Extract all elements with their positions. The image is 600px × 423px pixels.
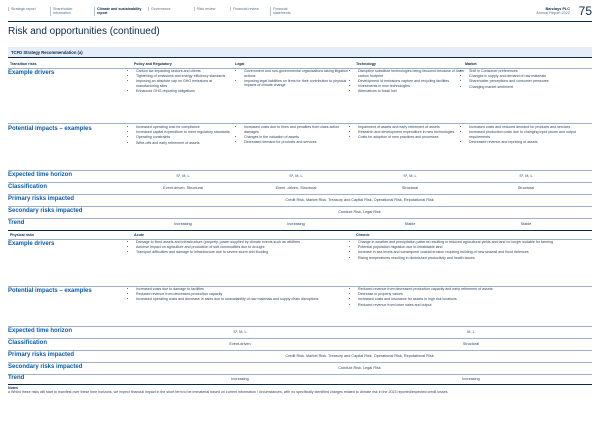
- transition-horizon-technology: S¹, M, L: [403, 174, 417, 178]
- transition-horizon-market: S¹, M, L: [519, 174, 533, 178]
- transition-impacts-legal: [240, 125, 352, 145]
- list-item: • Reduced revenue from decreased production capacity: [136, 292, 348, 297]
- legal-header: Legal: [235, 62, 245, 66]
- transition-impacts-technology: [354, 125, 466, 141]
- physical-trend-acute: Increasing: [231, 377, 249, 381]
- transition-classification-technology: Structural: [401, 186, 419, 190]
- brand-subtitle: Annual Report 2022: [536, 11, 570, 16]
- list-item: • Increased operating cost for compliance: [136, 125, 234, 130]
- section-rule: [8, 384, 592, 385]
- list-item: • Alternatives to fossil fuel: [358, 89, 466, 94]
- acute-header: Acute: [134, 233, 144, 237]
- list-item: • Decreased revenue and repricing of assets: [469, 140, 587, 145]
- nav-tab-shareholder-information[interactable]: Shareholder information: [50, 7, 91, 16]
- transition-impacts-policy: [132, 125, 234, 146]
- physical-impacts-acute: [132, 287, 348, 303]
- nav-tab-financial-review[interactable]: Financial review: [230, 7, 261, 11]
- list-item: • Research and development expenditure in new technologies: [358, 130, 466, 135]
- header-rule: [8, 21, 592, 22]
- page-number: 75: [578, 4, 592, 18]
- page-title: Risk and opportunities (continued): [8, 26, 160, 37]
- list-item: • Reduced revenue from lower sales and output: [358, 303, 588, 308]
- transition-primary-risks: Credit Risk, Market Risk, Treasury and Capital Risk, Operational Risk, Reputational Risk: [285, 198, 434, 202]
- list-item: • Adverse impact on agriculture and production of soft commodities due to drought: [136, 245, 348, 250]
- list-item: • Damage to fixed assets and infrastructure (property, power supplied by climate events such as wildfires: [136, 240, 348, 245]
- nav-tab-risk-review[interactable]: Risk review: [194, 7, 219, 11]
- physical-impacts-chronic: [354, 287, 588, 308]
- physical-trend-chronic: Increasing: [462, 377, 480, 381]
- transition-example-policy: [132, 69, 234, 94]
- list-item: • Write-offs and early retirement of assets: [136, 141, 234, 146]
- list-item: • Costs for adoption of new practices and processes: [358, 135, 466, 140]
- physical-primary-label: Primary risks impacted: [8, 352, 75, 358]
- list-item: • Imposing an absolute cap on GHG emissions at manufacturing sites: [136, 79, 234, 88]
- list-item: • Changes in supply and demand of raw materials: [469, 74, 587, 79]
- list-item: • Impairment of assets and early retirement of assets: [358, 125, 466, 130]
- transition-impacts-market: [465, 125, 587, 145]
- list-item: • Shareholder perceptions and consumer pressures: [469, 79, 587, 84]
- brand-block: [536, 7, 570, 16]
- transition-trend-legal: Increasing: [287, 222, 305, 226]
- transition-trend-technology: Stable: [404, 222, 416, 226]
- list-item: • Changing market sentiment: [469, 85, 587, 90]
- chronic-header: Chronic: [356, 233, 370, 237]
- list-item: • Operating constraints: [136, 135, 234, 140]
- policy-regulatory-header: Policy and Regulatory: [134, 62, 172, 66]
- transition-trend-policy: Increasing: [174, 222, 192, 226]
- physical-horizon-label: Expected time horizon: [8, 328, 73, 334]
- list-item: • Change in weather and precipitation patterns resulting in reduced agricultural yields and land no longer suitable for farming: [358, 240, 588, 245]
- transition-horizon-label: Expected time horizon: [8, 172, 73, 178]
- physical-horizon-chronic: M, L: [467, 330, 475, 334]
- physical-risks-header: Physical risks: [10, 233, 34, 237]
- transition-trend-market: Stable: [520, 222, 532, 226]
- nav-tab-financial-statements[interactable]: Financial statements: [270, 7, 305, 16]
- list-item: • Enhanced GHG-reporting obligations: [136, 89, 234, 94]
- nav-tab-climate-sustainability[interactable]: Climate and sustainability report: [94, 7, 145, 16]
- nav-tab-strategic-report[interactable]: Strategic report: [8, 7, 49, 11]
- list-item: • Changes in the valuation of assets: [244, 135, 352, 140]
- list-item: • Carbon tax impacting sectors and clients: [136, 69, 234, 74]
- transition-horizon-policy: S¹, M, L: [176, 174, 190, 178]
- list-item: • Increase in sea levels and consequent coastal erosion requiring building of new seawall and flood defences: [358, 250, 588, 255]
- transition-trend-label: Trend: [8, 220, 25, 226]
- transition-classification-legal: Event -driven, Structural: [275, 186, 317, 190]
- transition-example-market: [465, 69, 587, 90]
- transition-secondary-label: Secondary risks impacted: [8, 208, 83, 214]
- transition-classification-label: Classification: [8, 184, 48, 190]
- list-item: • Increased costs due to fines and penalties from class action damages: [244, 125, 352, 134]
- physical-horizon-acute: S¹, M, L: [233, 330, 247, 334]
- technology-header: Technology: [356, 62, 376, 66]
- list-item: • Increased costs and insurance for assets in high risk locations: [358, 297, 588, 302]
- market-header: Market: [465, 62, 477, 66]
- transition-example-legal: [240, 69, 352, 89]
- list-item: • Tightening of emissions and energy efficiency standards: [136, 74, 234, 79]
- nav-tab-governance[interactable]: Governance: [148, 7, 185, 11]
- transition-example-technology: [354, 69, 466, 94]
- list-item: • Increased costs and reduced demand for products and services: [469, 125, 587, 130]
- physical-example-chronic: [354, 240, 588, 261]
- list-item: • Imposing legal liabilities on firms for their contribution to physical impacts of climate change: [244, 79, 352, 88]
- list-item: • Shift in Consumer preferences: [469, 69, 587, 74]
- physical-classification-label: Classification: [8, 340, 48, 346]
- physical-classification-chronic: Structural: [462, 342, 480, 346]
- brand-name: Barclays PLC: [545, 7, 570, 11]
- physical-impacts-label: Potential impacts – examples: [8, 288, 92, 294]
- list-item: • Disruptive substitute technologies being favoured because of lower carbon footprint: [358, 69, 466, 78]
- transition-impacts-label: Potential impacts – examples: [8, 126, 92, 132]
- physical-trend-label: Trend: [8, 375, 25, 381]
- transition-classification-market: Structural: [517, 186, 535, 190]
- recommendation-label: TCFD Strategy Recommendation (a): [11, 49, 83, 55]
- list-item: • Increased costs due to damage to facilities: [136, 287, 348, 292]
- physical-example-acute: [132, 240, 348, 256]
- notes-text: a Whilst these risks will start to manifest over these time horizons, we expect financial impact in the short term to be immaterial based on current information / circumstances, with no specifically identified charges related to climate risk in the 2023 reported/expected credit losses.: [8, 390, 449, 394]
- transition-risks-header: Transition risks: [10, 62, 37, 66]
- recommendation-bar: [8, 47, 592, 58]
- section-rule: [8, 230, 592, 231]
- transition-secondary-risks: Conduct Risk, Legal Risk: [338, 210, 381, 214]
- physical-classification-acute: Event-driven: [229, 342, 251, 346]
- list-item: • Potential population migration due to inhabitable land: [358, 245, 588, 250]
- list-item: • Transport difficulties and damage to infrastructure due to severe storm and flooding: [136, 250, 348, 255]
- list-item: • Increased production costs due to changing input prices and output requirements: [469, 130, 587, 139]
- notes-heading: Notes: [8, 386, 18, 390]
- transition-classification-policy: Event-driven, Structural: [163, 186, 203, 190]
- list-item: • Development of emissions capture and recycling facilities: [358, 79, 466, 84]
- list-item: • Decreased demand for products and services: [244, 140, 352, 145]
- list-item: • Investments in new technologies: [358, 84, 466, 89]
- list-item: • Rising temperatures resulting in diminished productivity and health issues: [358, 256, 588, 261]
- list-item: • Increased capital expenditure to meet regulatory standards: [136, 130, 234, 135]
- physical-primary-risks: Credit Risk, Market Risk, Treasury and Capital Risk, Operational Risk, Reputational Risk: [285, 354, 434, 358]
- physical-secondary-label: Secondary risks impacted: [8, 364, 83, 370]
- transition-horizon-legal: S¹, M, L: [289, 174, 303, 178]
- list-item: • Reduced revenue from decreased production capacity and early retirement of assets: [358, 287, 588, 292]
- physical-secondary-risks: Conduct Risk, Legal Risk: [338, 366, 381, 370]
- notes: [8, 386, 448, 394]
- transition-primary-label: Primary risks impacted: [8, 196, 75, 202]
- transition-example-drivers-label: Example drivers: [8, 70, 55, 76]
- list-item: • Government and non-governmental organisations taking litigation actions: [244, 69, 352, 78]
- list-item: • Decrease in property values: [358, 292, 588, 297]
- physical-example-drivers-label: Example drivers: [8, 241, 55, 247]
- top-navigation: [8, 4, 592, 20]
- list-item: • Increased operating costs and decrease in sales due to unavailability of raw materials and supply chain disruptions: [136, 297, 348, 302]
